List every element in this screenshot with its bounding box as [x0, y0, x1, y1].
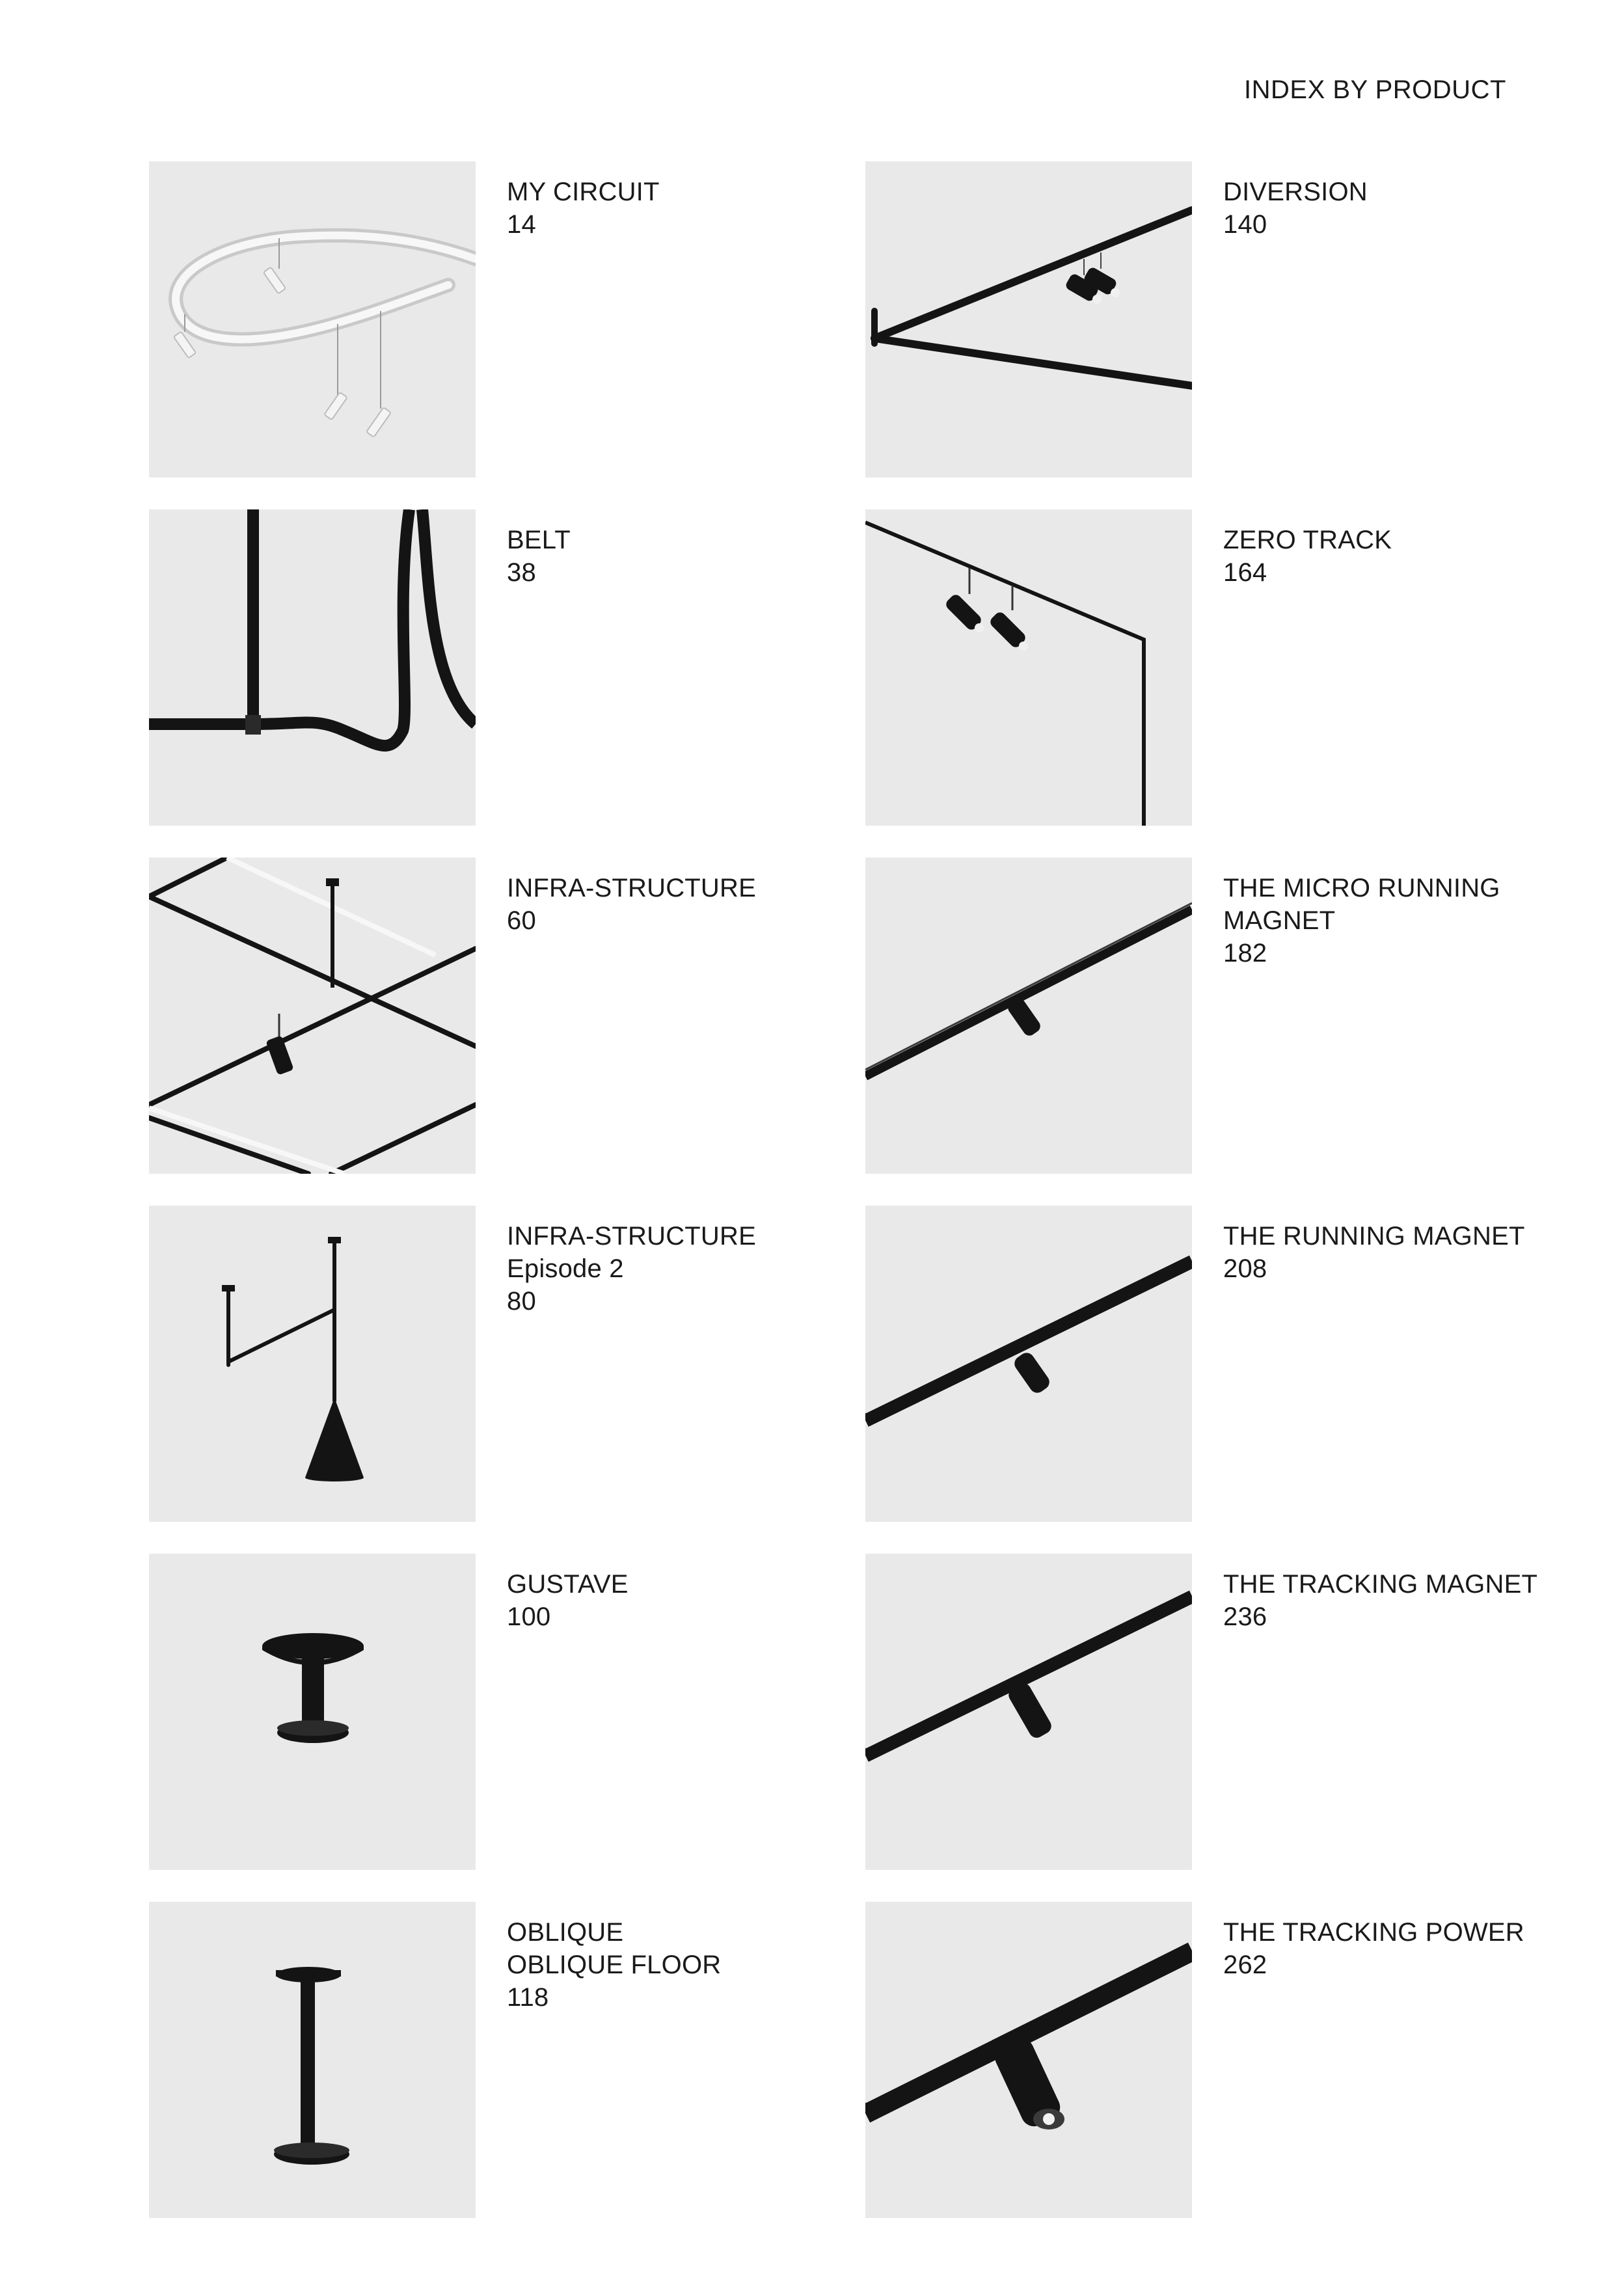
product-page-number[interactable]: 208: [1223, 1254, 1267, 1283]
product-page-number[interactable]: 14: [507, 210, 536, 239]
product-page-number[interactable]: 182: [1223, 939, 1267, 967]
product-page-number[interactable]: 164: [1223, 558, 1267, 587]
product-label: [1223, 1916, 1588, 1981]
page-header: INDEX BY PRODUCT: [1244, 75, 1506, 104]
belt-image: [149, 509, 476, 826]
product-card-diversion[interactable]: [865, 161, 1582, 478]
product-page-number[interactable]: 80: [507, 1287, 536, 1316]
product-name: GUSTAVE: [507, 1570, 629, 1599]
diversion-image: [865, 161, 1192, 478]
product-name: INFRA-STRUCTURE: [507, 874, 756, 902]
oblique-image: [149, 1902, 476, 2218]
product-card-my-circuit[interactable]: [149, 161, 866, 478]
product-name: INFRA-STRUCTURE: [507, 1222, 756, 1251]
product-subtitle: Episode 2: [507, 1254, 624, 1283]
product-label: [507, 872, 871, 937]
product-name: OBLIQUE FLOOR: [507, 1951, 722, 1979]
product-name: OBLIQUE: [507, 1918, 624, 1947]
product-page-number[interactable]: 60: [507, 906, 536, 935]
product-label: [1223, 1220, 1588, 1285]
product-card-running-magnet[interactable]: [865, 1206, 1582, 1522]
zero-track-image: [865, 509, 1192, 826]
product-page-number[interactable]: 118: [507, 1983, 549, 2012]
product-page-number[interactable]: 38: [507, 558, 536, 587]
my-circuit-image: [149, 161, 476, 478]
running-magnet-image: [865, 1206, 1192, 1522]
product-label: [1223, 1568, 1588, 1633]
product-label: [1223, 524, 1588, 589]
product-label: [1223, 872, 1588, 969]
micro-running-magnet-image: [865, 858, 1192, 1174]
product-name: MAGNET: [1223, 906, 1336, 935]
product-card-infra-structure-episode-2[interactable]: [149, 1206, 866, 1522]
product-label: [1223, 176, 1588, 241]
product-name: THE MICRO RUNNING: [1223, 874, 1500, 902]
product-page-number[interactable]: 236: [1223, 1602, 1267, 1631]
product-card-gustave[interactable]: [149, 1554, 866, 1870]
product-card-tracking-magnet[interactable]: [865, 1554, 1582, 1870]
product-card-tracking-power[interactable]: [865, 1902, 1582, 2218]
product-label: [507, 1916, 871, 2014]
product-page-number[interactable]: 262: [1223, 1951, 1267, 1979]
product-name: THE RUNNING MAGNET: [1223, 1222, 1525, 1251]
product-name: THE TRACKING MAGNET: [1223, 1570, 1538, 1599]
product-card-belt[interactable]: [149, 509, 866, 826]
product-page-number[interactable]: 100: [507, 1602, 551, 1631]
infra-structure-episode-2-image: [149, 1206, 476, 1522]
product-name: ZERO TRACK: [1223, 526, 1392, 554]
product-card-infra-structure[interactable]: [149, 858, 866, 1174]
product-name: THE TRACKING POWER: [1223, 1918, 1524, 1947]
gustave-image: [149, 1554, 476, 1870]
product-card-micro-running-magnet[interactable]: [865, 858, 1582, 1174]
product-label: [507, 1568, 871, 1633]
product-label: [507, 176, 871, 241]
infra-structure-image: [149, 858, 476, 1174]
product-name: BELT: [507, 526, 571, 554]
product-name: DIVERSION: [1223, 178, 1368, 206]
product-card-zero-track[interactable]: [865, 509, 1582, 826]
product-card-oblique[interactable]: [149, 1902, 866, 2218]
product-page-number[interactable]: 140: [1223, 210, 1267, 239]
product-label: [507, 524, 871, 589]
product-name: MY CIRCUIT: [507, 178, 660, 206]
product-label: [507, 1220, 871, 1318]
tracking-power-image: [865, 1902, 1192, 2218]
tracking-magnet-image: [865, 1554, 1192, 1870]
